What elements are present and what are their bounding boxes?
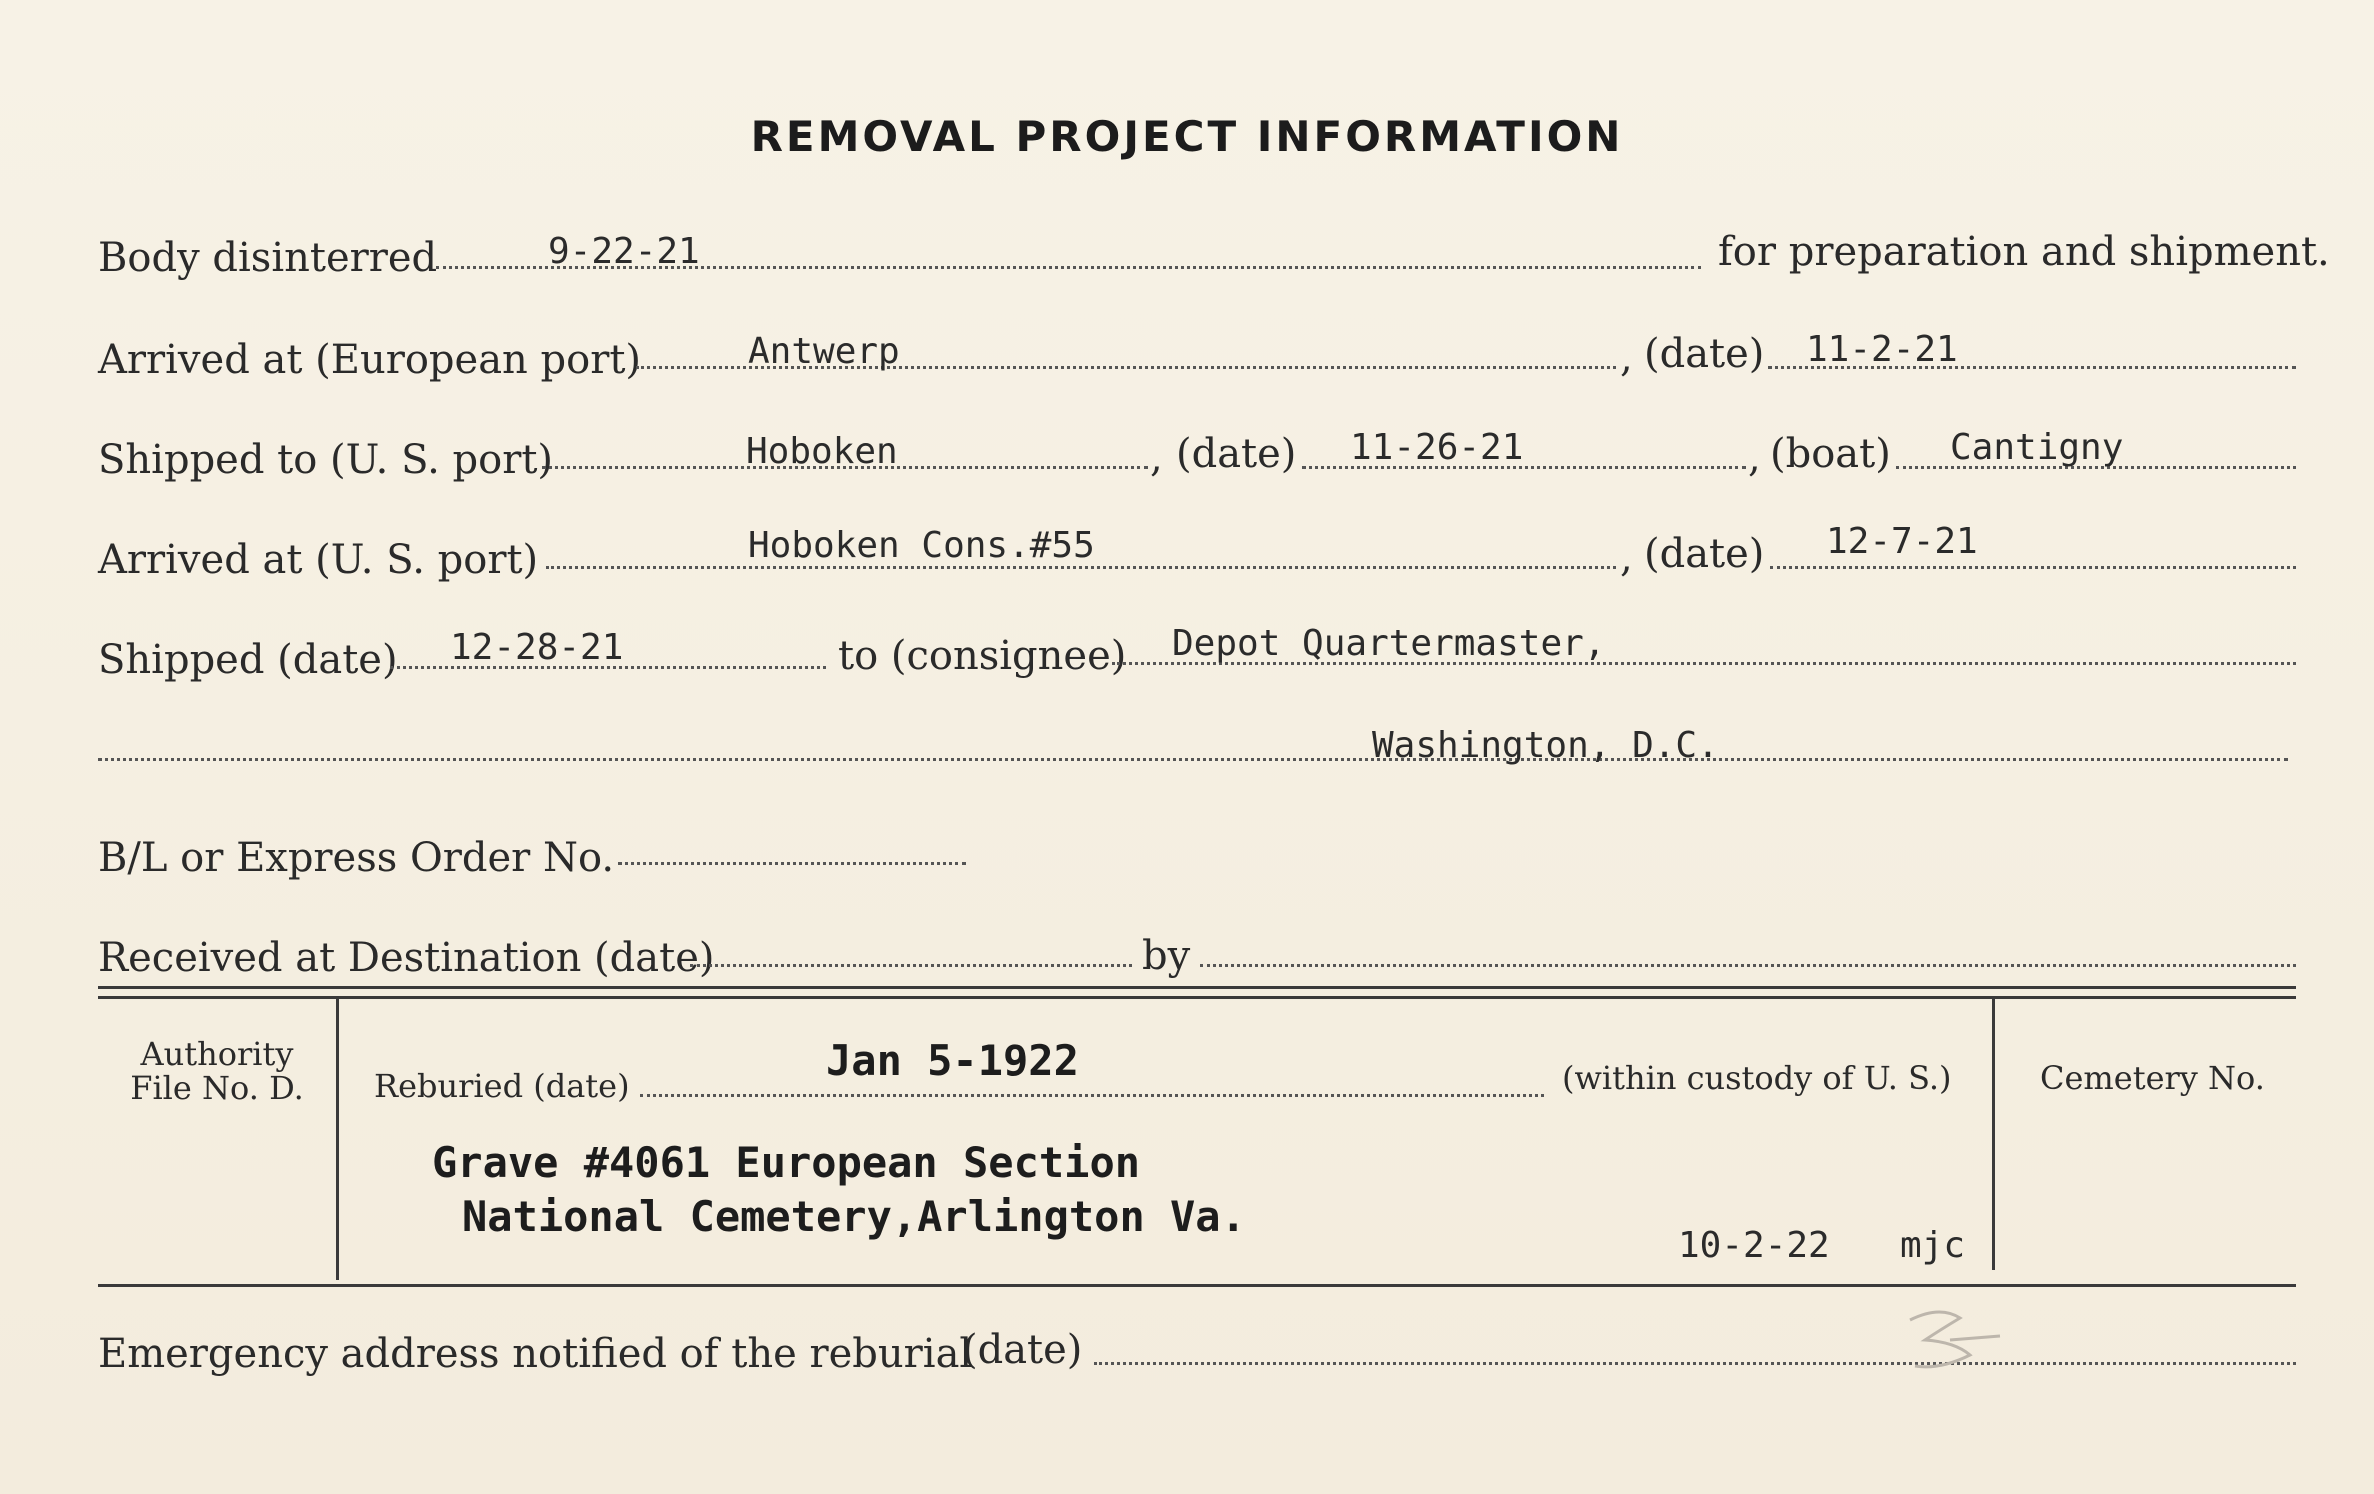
european-port-value: Antwerp	[748, 331, 900, 372]
arrived-european-port-label: Arrived at (European port)	[98, 337, 642, 383]
grave-line1-value: Grave #4061 European Section	[432, 1138, 1141, 1187]
shipped-date-label: Shipped (date)	[98, 637, 398, 683]
arrived-us-port-label: Arrived at (U. S. port)	[98, 537, 539, 583]
grave-line2-value: National Cemetery,Arlington Va.	[462, 1192, 1246, 1241]
within-custody-label: (within custody of U. S.)	[1562, 1059, 1952, 1097]
consignee-line2-value: Washington, D.C.	[1372, 725, 1719, 766]
dotted-line	[546, 566, 1616, 569]
arrived-date-value: 12-7-21	[1826, 521, 1978, 562]
comma: ,	[1620, 335, 1633, 381]
dotted-line	[640, 1094, 1544, 1097]
pencil-mark-icon	[1900, 1300, 2010, 1380]
card-title: REMOVAL PROJECT INFORMATION	[750, 112, 1624, 161]
reburied-date-value: Jan 5-1922	[826, 1036, 1079, 1085]
initials-value: mjc	[1900, 1225, 1966, 1266]
consignee-line1-value: Depot Quartermaster,	[1172, 623, 1606, 664]
us-port-value: Hoboken	[746, 431, 898, 472]
double-rule-bottom	[98, 996, 2296, 999]
body-disinterred-label: Body disinterred	[98, 235, 438, 281]
by-label: by	[1142, 933, 1191, 979]
disinterred-date-value: 9-22-21	[548, 231, 700, 272]
reburied-date-label: Reburied (date)	[374, 1067, 630, 1105]
date-label: (date)	[1644, 531, 1765, 577]
bl-order-label: B/L or Express Order No.	[98, 835, 615, 881]
date-label: (date)	[1176, 431, 1297, 477]
double-rule-top	[98, 986, 2296, 989]
dotted-line	[618, 862, 966, 865]
comma: ,	[1748, 435, 1761, 481]
dotted-line	[1770, 566, 2296, 569]
to-consignee-label: to (consignee)	[838, 633, 1127, 679]
section-bottom-rule	[98, 1284, 2296, 1287]
date-label: (date)	[1644, 331, 1765, 377]
stamp-date-value: 10-2-22	[1678, 1225, 1830, 1266]
date-label: (date)	[962, 1327, 1083, 1373]
boat-value: Cantigny	[1950, 427, 2124, 468]
for-preparation-label: for preparation and shipment.	[1718, 229, 2330, 275]
dotted-line	[1094, 1362, 2296, 1365]
dotted-line	[1200, 964, 2296, 967]
ship-date-value: 11-26-21	[1350, 427, 1524, 468]
arrived-port-value: Hoboken Cons.#55	[748, 525, 1095, 566]
boat-label: (boat)	[1770, 431, 1891, 477]
dotted-line	[690, 964, 1132, 967]
dotted-line	[98, 758, 2288, 761]
column-divider	[1992, 998, 1995, 1270]
file-no-label: File No. D.	[130, 1069, 304, 1107]
comma: ,	[1620, 535, 1633, 581]
shipped-date-value: 12-28-21	[450, 627, 624, 668]
column-divider	[336, 998, 339, 1280]
received-destination-label: Received at Destination (date)	[98, 935, 715, 981]
shipped-to-us-port-label: Shipped to (U. S. port)	[98, 437, 553, 483]
comma: ,	[1150, 435, 1163, 481]
european-port-date-value: 11-2-21	[1806, 329, 1958, 370]
authority-label: Authority	[140, 1035, 294, 1073]
cemetery-no-label: Cemetery No.	[2040, 1059, 2265, 1097]
emergency-address-label: Emergency address notified of the reburial	[98, 1331, 973, 1377]
